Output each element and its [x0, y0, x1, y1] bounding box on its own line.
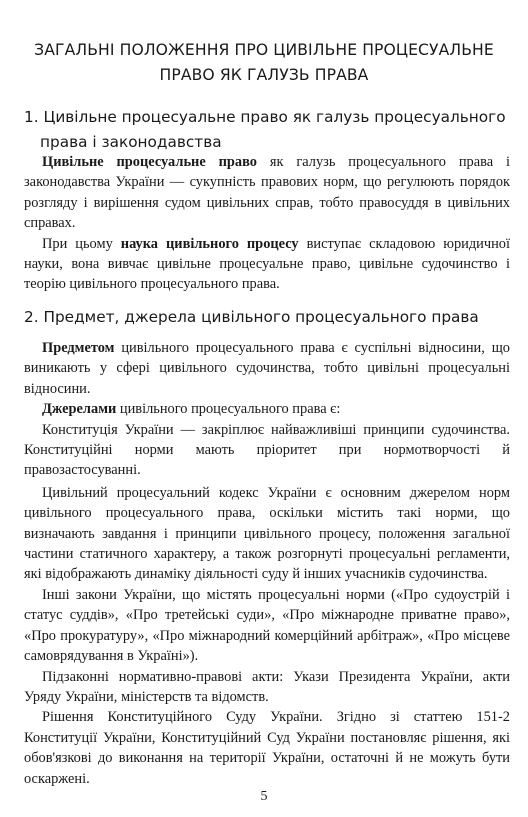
section-1-heading-line-2: права і законодавства [40, 133, 222, 151]
section-1-paragraph-1 [24, 152, 510, 234]
section-1-heading [24, 105, 514, 155]
source-constitution: Конституція України — закріплює найважливіші принципи судочинства. Конституційні норми мають пріоритет при нормотворчості й правозастосуванні. [24, 421, 510, 479]
section-2-paragraph-sources-text: цивільного процесуального права є: [116, 401, 341, 418]
section-2-heading: 2. Предмет, джерела цивільного процесуального права [24, 308, 479, 326]
page-title-line-1: ЗАГАЛЬНІ ПОЛОЖЕННЯ ПРО ЦИВІЛЬНЕ ПРОЦЕСУАЛЬНЕ [34, 41, 494, 59]
page-title [20, 38, 508, 88]
section-2-paragraph-subject [24, 338, 510, 399]
term-sources: Джерелами [42, 401, 117, 418]
source-constitutional-court-decisions: Рішення Конституційного Суду України. Згідно зі статтею 151-2 Конституції України, Конституційний Суд України постановляє рішення, які обов'язкові до виконання на території України, остаточні й не можуть бути оскаржені. [24, 709, 510, 787]
source-bylaws: Підзаконні нормативно-правові акти: Укази Президента України, акти Уряду України, міністерств та відомств. [24, 668, 510, 705]
section-2-paragraph-sources [24, 399, 510, 419]
term-civil-process-science: наука цивільного процесу [120, 235, 299, 252]
section-1-paragraph-1-text: як галузь процесуального права і законодавства України — сукупність правових норм, що регулюють порядок розгляду і вирішення судом цивільних справ, тобто правосуддя в цивільних справах. [24, 154, 510, 232]
section-1-paragraph-2-text: виступає складовою юридичної науки, вона вивчає цивільне процесуальне право, цивільне судочинство і теорію цивільного процесуального права. [24, 235, 510, 293]
section-1-paragraph-2 [24, 234, 510, 295]
source-civil-procedure-code: Цивільний процесуальний кодекс України є основним джерелом норм цивільного процесуального права, оскільки містить такі норми, що визначають завдання і принципи цивільного процесу, положення загальної частини статичного характеру, а також розгорнуті процесуальні регламенти, які відображають динаміку діяльності суду й інших учасників судочинства. [24, 484, 510, 583]
page-number: 5 [260, 789, 268, 804]
section-2-body [24, 338, 510, 789]
term-civil-procedural-law: Цивільне процесуальне право [42, 154, 257, 170]
section-1-heading-line-1: 1. Цивільне процесуальне право як галузь процесуального [24, 108, 506, 126]
page-title-line-2: ПРАВО ЯК ГАЛУЗЬ ПРАВА [159, 66, 369, 84]
section-2-paragraph-subject-text: цивільного процесуального права є суспільні відносини, що виникають у сфері цивільного судочинства, тобто цивільні процесуальні відносини. [24, 340, 510, 397]
section-1-body [24, 152, 510, 295]
section-1-paragraph-2-lead: При цьому [42, 235, 121, 252]
source-other-laws: Інші закони України, що містять процесуальні норми («Про судоустрій і статус суддів», «Про третейські суди», «Про міжнародне приватне право», «Про прокуратуру», «Про міжнародний комерційний арбітраж», «Про місцеве самоврядування в Україні»). [24, 586, 510, 665]
term-subject: Предметом [42, 340, 115, 356]
